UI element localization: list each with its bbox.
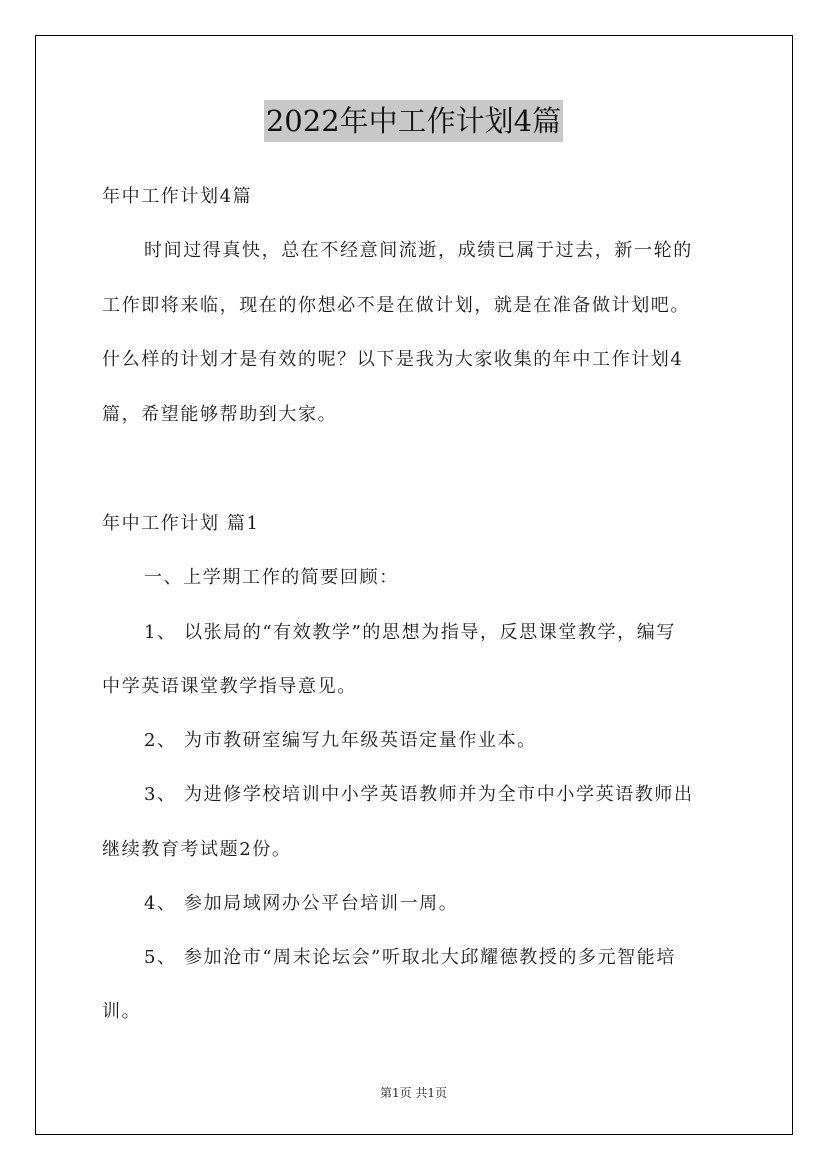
list-item-5: 5、 参加沧市“周末论坛会”听取北大邱耀德教授的多元智能培 [144, 947, 676, 968]
list-item-1-cont: 中学英语课堂教学指导意见。 [102, 676, 357, 697]
document-subtitle: 年中工作计划4篇 [102, 186, 253, 207]
page-footer: 第1页 共1页 [379, 1086, 448, 1100]
section-heading: 年中工作计划 篇1 [102, 513, 260, 534]
document-title: 2022年中工作计划4篇 [264, 100, 563, 142]
title-wrap [0, 100, 827, 142]
list-item-3: 3、 为进修学校培训中小学英语教师并为全市中小学英语教师出 [144, 784, 694, 805]
list-item-4: 4、 参加局域网办公平台培训一周。 [144, 893, 459, 914]
list-item-1: 1、 以张局的“有效教学”的思想为指导，反思课堂教学，编写 [144, 622, 676, 643]
intro-line-1: 时间过得真快，总在不经意间流逝，成绩已属于过去，新一轮的 [144, 240, 693, 261]
list-item-3-cont: 继续教育考试题2份。 [102, 839, 292, 860]
intro-line-2: 工作即将来临，现在的你想必不是在做计划，就是在准备做计划吧。 [102, 295, 690, 316]
intro-line-3: 什么样的计划才是有效的呢？以下是我为大家收集的年中工作计划4 [102, 349, 684, 370]
list-item-5-cont: 训。 [102, 1001, 142, 1022]
list-item-2: 2、 为市教研室编写九年级英语定量作业本。 [144, 730, 537, 751]
intro-line-4: 篇，希望能够帮助到大家。 [102, 404, 338, 425]
section-subheading: 一、上学期工作的简要回顾： [144, 567, 399, 588]
